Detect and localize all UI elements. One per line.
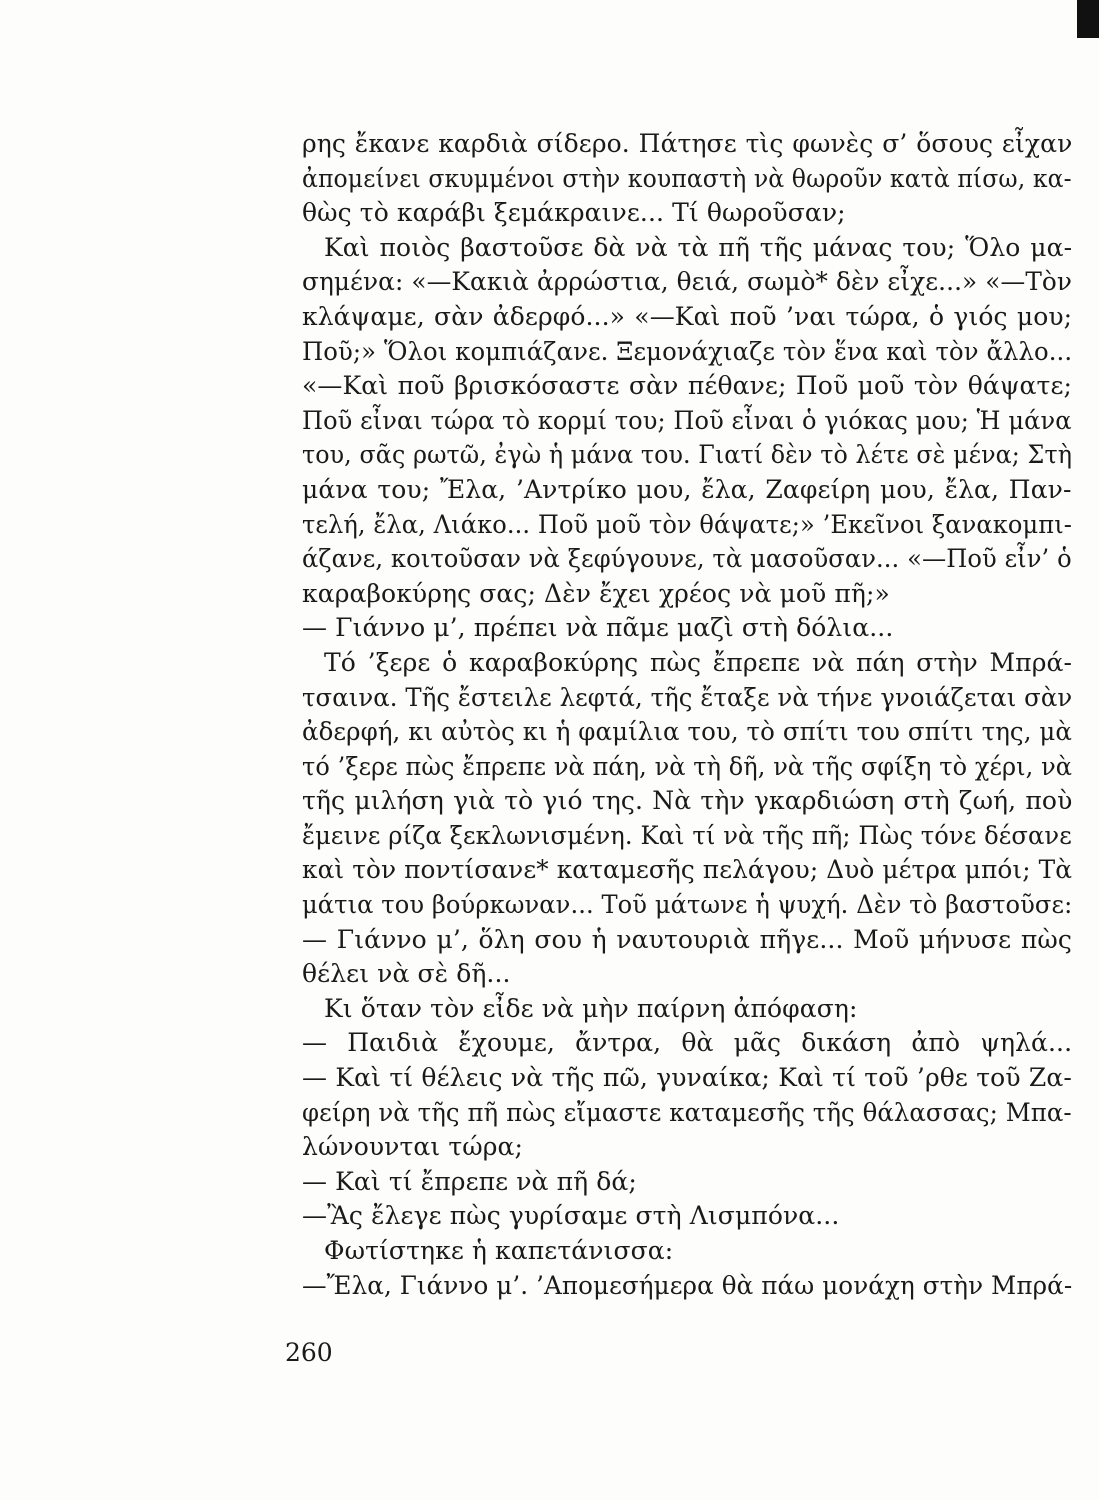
text-line: — Καὶ τί θέλεις νὰ τῆς πῶ, γυναίκα; Καὶ τί τοῦ ’ρθε τοῦ Ζα- (302, 1063, 1072, 1093)
text-line: Ποῦ εἶναι τώρα τὸ κορμί του; Ποῦ εἶναι ὁ γιόκας μου; Ἡ μάνα (302, 405, 1072, 435)
text-line: ρης ἔκανε καρδιὰ σίδερο. Πάτησε τὶς φωνὲς σ’ ὅσους εἶχαν (302, 129, 1073, 158)
text-line: Καὶ ποιὸς βαστοῦσε δὰ νὰ τὰ πῆ τῆς μάνας του; Ὅλο μα- (324, 232, 1073, 262)
text-line: ἀπομείνει σκυμμένοι στὴν κουπαστὴ νὰ θωροῦν κατὰ πίσω, κα- (302, 163, 1072, 193)
text-line: — Καὶ τί ἔπρεπε νὰ πῆ δά; (302, 1166, 637, 1196)
text-line: τῆς μιλήση γιὰ τὸ γιό της. Νὰ τὴν γκαρδιώση στὴ ζωή, ποὺ (302, 786, 1073, 816)
text-line: λώνουνται τώρα; (302, 1132, 524, 1162)
text-line: τσαινα. Τῆς ἔστειλε λεφτά, τῆς ἔταξε νὰ τήνε γνοιάζεται σὰν (302, 682, 1073, 712)
text-line: καραβοκύρης σας; Δὲν ἔχει χρέος νὰ μοῦ πῆ;» (302, 578, 890, 608)
text-line: Φωτίστηκε ἡ καπετάνισσα: (324, 1236, 674, 1265)
text-line: Τό ’ξερε ὁ καραβοκύρης πὼς ἔπρεπε νὰ πάη στὴν Μπρά- (324, 647, 1073, 677)
text-line: μάτια του βούρκωναν... Τοῦ μάτωνε ἡ ψυχή. Δὲν τὸ βαστοῦσε: (302, 890, 1073, 920)
text-line: μάνα του; Ἔλα, ’Αντρίκο μου, ἔλα, Ζαφείρη μου, ἔλα, Παν- (302, 474, 1072, 504)
text-line: θέλει νὰ σὲ δῆ... (302, 959, 511, 989)
text-line: «—Καὶ ποῦ βρισκόσαστε σὰν πέθανε; Ποῦ μοῦ τὸν θάψατε; (302, 371, 1073, 401)
text-line: του, σᾶς ρωτῶ, ἐγὼ ἡ μάνα του. Γιατί δὲν τὸ λέτε σὲ μένα; Στὴ (302, 440, 1073, 470)
text-line: ἀδερφή, κι αὐτὸς κι ἡ φαμίλια του, τὸ σπίτι του σπίτι της, μὰ (302, 717, 1073, 747)
text-line: τελή, ἔλα, Λιάκο... Ποῦ μοῦ τὸν θάψατε;» ’Εκεῖνοι ξανακομπι- (302, 509, 1072, 539)
text-line: κλάψαμε, σὰν ἀδερφό...» «—Καὶ ποῦ ’ναι τώρα, ὁ γιός μου; (302, 301, 1073, 331)
page-number: 260 (285, 1338, 333, 1367)
text-line: Κι ὅταν τὸν εἶδε νὰ μὴν παίρνη ἀπόφαση: (324, 993, 858, 1023)
text-line: τό ’ξερε πὼς ἔπρεπε νὰ πάη, νὰ τὴ δῆ, νὰ τῆς σφίξη τὸ χέρι, νὰ (302, 751, 1073, 781)
text-line: σημένα: «—Κακιὰ ἀρρώστια, θειά, σωμὸ* δὲν εἶχε...» «—Τὸν (302, 267, 1073, 297)
text-line: — Γιάννο μ’, πρέπει νὰ πᾶμε μαζὶ στὴ δόλια... (302, 613, 894, 643)
text-line: φείρη νὰ τῆς πῆ πὼς εἴμαστε καταμεσῆς τῆς θάλασσας; Μπα- (302, 1097, 1072, 1127)
scan-corner-mark (1077, 0, 1099, 38)
text-line: —Ἔλα, Γιάννο μ’. ’Απομεσήμερα θὰ πάω μονάχη στὴν Μπρά- (302, 1270, 1073, 1300)
text-line: ἔμεινε ρίζα ξεκλωνισμένη. Καὶ τί νὰ τῆς πῆ; Πὼς τόνε δέσανε (302, 820, 1072, 850)
text-line: Ποῦ;» Ὅλοι κομπιάζανε. Ξεμονάχιαζε τὸν ἕνα καὶ τὸν ἄλλο... (302, 336, 1073, 366)
text-line: — Παιδιὰ ἔχουμε, ἄντρα, θὰ μᾶς δικάση ἀπὸ ψηλά... (302, 1028, 1073, 1058)
text-line: — Γιάννο μ’, ὅλη σου ἡ ναυτουριὰ πῆγε... Μοῦ μήνυσε πὼς (302, 924, 1072, 954)
text-line: θὼς τὸ καράβι ξεμάκραινε... Τί θωροῦσαν; (302, 198, 846, 228)
text-line: άζανε, κοιτοῦσαν νὰ ξεφύγουνε, τὰ μασοῦσαν... «—Ποῦ εἶν’ ὁ (302, 544, 1072, 574)
body-text (302, 127, 1072, 1303)
text-line: καὶ τὸν ποντίσανε* καταμεσῆς πελάγου; Δυὸ μέτρα μπόι; Τὰ (302, 855, 1073, 885)
text-line: —Ἂς ἔλεγε πὼς γυρίσαμε στὴ Λισμπόνα... (302, 1201, 840, 1231)
